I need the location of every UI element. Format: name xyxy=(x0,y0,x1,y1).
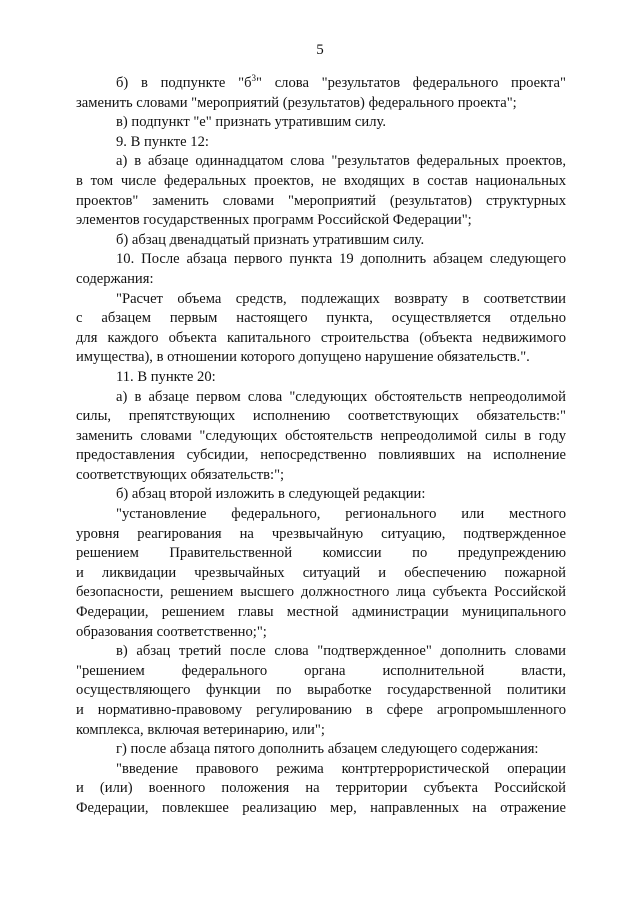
point-10-line-1: 10. После абзаца первого пункта 19 дополнить абзацем следующего xyxy=(116,251,566,268)
quote-2-line-6: Федерации, решением главы местной администрации муниципального xyxy=(76,604,566,621)
point-11v-line-2: "решением федерального органа исполнительной власти, xyxy=(76,662,566,679)
quote-1-line-3: для каждого объекта капитального строительства (объекта недвижимого xyxy=(76,329,566,346)
point-11v-line-3: осуществляющего функции по выработке государственной политики xyxy=(76,682,566,699)
point-11v-line-5: комплекса, включая ветеринарию, или"; xyxy=(76,721,325,738)
point-9a-line-2: в том числе федеральных проектов, не входящих в состав национальных xyxy=(76,172,566,189)
page-number: 5 xyxy=(316,42,324,58)
quote-2-line-5: безопасности, решением высшего должностного лица субъекта Российской xyxy=(76,584,566,601)
quote-3-line-2: и (или) военного положения на территории субъекта Российской xyxy=(76,780,566,797)
quote-1-line-4: имущества), в отношении которого допущено нарушение обязательств.". xyxy=(76,349,530,366)
text-run: " слова "результатов федерального проекта" xyxy=(256,75,566,91)
quote-3-line-1: "введение правового режима контртеррористической операции xyxy=(116,760,566,777)
document-body xyxy=(76,74,566,819)
point-9a-line-1: а) в абзаце одиннадцатом слова "результатов федеральных проектов, xyxy=(116,153,566,170)
paragraph-b-line-1 xyxy=(76,74,566,94)
paragraph-v: в) подпункт "е" признать утратившим силу. xyxy=(116,114,386,131)
point-11-heading: 11. В пункте 20: xyxy=(116,368,216,385)
point-11a-line-3: заменить словами "следующих обстоятельств непреодолимой силы в году xyxy=(76,427,566,444)
point-11v-line-4: и нормативно-правовому регулированию в сфере агропромышленного xyxy=(76,702,566,718)
superscript: 3 xyxy=(251,73,257,84)
quote-2-line-3: решением Правительственной комиссии по предупреждению xyxy=(76,545,566,562)
quote-2-line-1: "установление федерального, регионального или местного xyxy=(116,506,566,523)
point-11a-line-1: а) в абзаце первом слова "следующих обстоятельств непреодолимой xyxy=(116,388,566,405)
quote-2-line-2: уровня реагирования на чрезвычайную ситуацию, подтвержденное xyxy=(76,525,566,542)
point-11v-line-1: в) абзац третий после слова "подтвержденное" дополнить словами xyxy=(116,643,566,660)
point-11g: г) после абзаца пятого дополнить абзацем следующего содержания: xyxy=(116,741,539,758)
point-9-heading: 9. В пункте 12: xyxy=(116,133,209,150)
quote-2-line-4: и ликвидации чрезвычайных ситуаций и обеспечению пожарной xyxy=(76,564,566,581)
point-11a-line-2: силы, препятствующих исполнению соответствующих обязательств:" xyxy=(76,408,566,425)
point-9b: б) абзац двенадцатый признать утратившим силу. xyxy=(116,231,425,248)
point-9a-line-4: элементов государственных программ Российской Федерации"; xyxy=(76,212,472,229)
point-11a-line-5: соответствующих обязательств:"; xyxy=(76,466,285,483)
point-10-line-2: содержания: xyxy=(76,270,154,287)
quote-3-line-3: Федерации, повлекшее реализацию мер, направленных на отражение xyxy=(76,799,566,816)
text-run: б) в подпункте "б xyxy=(116,75,252,91)
paragraph-b-line-2: заменить словами "мероприятий (результатов) федерального проекта"; xyxy=(76,94,517,111)
point-9a-line-3: проектов" заменить словами "мероприятий (результатов) структурных xyxy=(76,192,566,209)
point-11a-line-4: предоставления субсидии, непосредственно повлиявших на исполнение xyxy=(76,447,566,464)
quote-1-line-2: с абзацем первым настоящего пункта, осуществляется отдельно xyxy=(76,310,566,327)
point-11b: б) абзац второй изложить в следующей редакции: xyxy=(116,486,426,503)
quote-1-line-1: "Расчет объема средств, подлежащих возврату в соответствии xyxy=(116,290,566,307)
quote-2-line-7: образования соответственно;"; xyxy=(76,623,267,640)
